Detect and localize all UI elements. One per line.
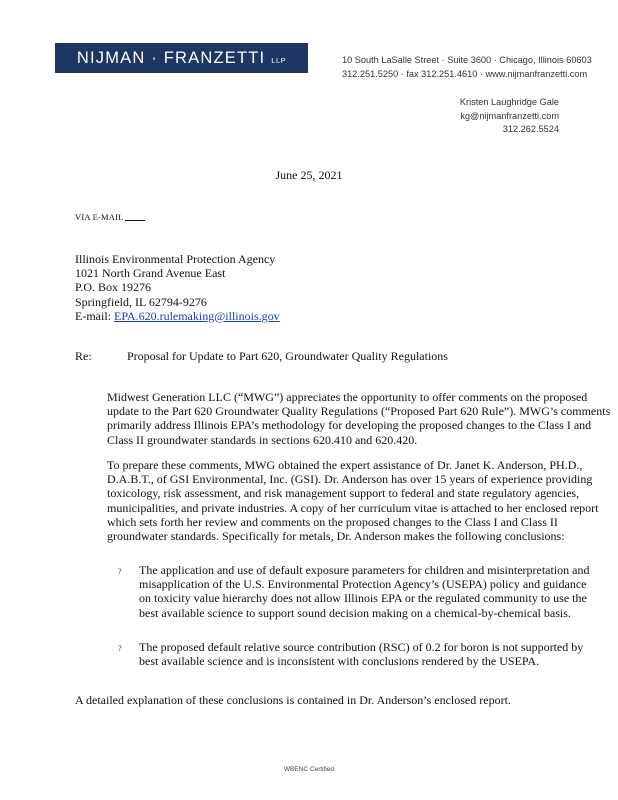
bullet-marker: ? bbox=[118, 567, 122, 576]
delivery-underline bbox=[125, 220, 145, 221]
recipient-city: Springfield, IL 62794-9276 bbox=[75, 294, 207, 309]
sender-phone: 312.262.5524 bbox=[502, 124, 559, 134]
firm-address: 10 South LaSalle Street · Suite 3600 · Chicago, Illinois 60603 bbox=[342, 55, 592, 65]
bullet-text: The application and use of default exposure parameters for children and misinterpretation and misapplication of the U.S. Environmental Protection Agency’s (USEPA) policy and guidance on toxicity value hierarchy does not allow Illinois EPA or the regulated community to use the best available science to support sound decision making on a chemical-by-chemical basis. bbox=[139, 563, 590, 620]
delivery-method bbox=[75, 212, 145, 222]
firm-phone-fax-web: 312.251.5250 · fax 312.251.4610 · www.nijmanfranzetti.com bbox=[342, 69, 588, 79]
bullet-text: The proposed default relative source contribution (RSC) of 0.2 for boron is not supported by best available science and is inconsistent with conclusions rendered by the USEPA. bbox=[139, 640, 584, 669]
sender-email[interactable]: kg@nijmanfranzetti.com bbox=[460, 110, 559, 121]
recipient-email-link[interactable]: EPA.620.rulemaking@illinois.gov bbox=[114, 308, 280, 323]
body-paragraph-1: Midwest Generation LLC (“MWG”) appreciates the opportunity to offer comments on the proposed update to the Part 620 Groundwater Quality Regulations (“Proposed Part 620 Rule”). MWG’s comments primarily address Illinois EPA’s methodology for developing the proposed changes to the Class I and Class II groundwater standards in sections 620.410 and 620.420. bbox=[107, 390, 611, 447]
conclusion-bullet-2 bbox=[118, 640, 598, 668]
re-subject: Proposal for Update to Part 620, Groundwater Quality Regulations bbox=[127, 349, 448, 363]
firm-address-block bbox=[342, 53, 592, 81]
closing-sentence: A detailed explanation of these conclusions is contained in Dr. Anderson’s enclosed report. bbox=[75, 693, 511, 707]
firm-logo bbox=[55, 43, 308, 73]
footer-certification: WBENC Certified bbox=[283, 766, 335, 773]
recipient-email-label: E-mail: bbox=[75, 308, 114, 323]
letter-date: June 25, 2021 bbox=[275, 168, 343, 182]
conclusion-bullet-1 bbox=[118, 563, 598, 620]
sender-name: Kristen Laughridge Gale bbox=[459, 97, 559, 107]
bullet-marker: ? bbox=[118, 644, 122, 653]
sender-contact-block bbox=[460, 96, 559, 137]
re-label: Re: bbox=[75, 349, 92, 363]
recipient-street: 1021 North Grand Avenue East bbox=[75, 266, 226, 281]
recipient-name: Illinois Environmental Protection Agency bbox=[75, 252, 276, 266]
delivery-method-text: VIA E-MAIL bbox=[75, 212, 124, 222]
recipient-email-line bbox=[75, 309, 280, 323]
recipient-address bbox=[75, 252, 280, 323]
firm-name: NIJMAN · FRANZETTI bbox=[76, 48, 266, 67]
body-paragraph-2: To prepare these comments, MWG obtained the expert assistance of Dr. Janet K. Anderson, PH.D., D.A.B.T., of GSI Environmental, Inc. (GSI). Dr. Anderson has over 15 years of experience providing toxicology, risk assessment, and risk management support to federal and state regulatory agencies, municipalities, and private industries. A copy of her curriculum vitae is attached to her enclosed report which sets forth her review and comments on the proposed changes to the Class I and Class II groundwater standards. Specifically for metals, Dr. Anderson makes the following conclusions: bbox=[107, 458, 599, 544]
firm-suffix: LLP bbox=[271, 56, 287, 65]
recipient-po-box: P.O. Box 19276 bbox=[75, 280, 152, 295]
